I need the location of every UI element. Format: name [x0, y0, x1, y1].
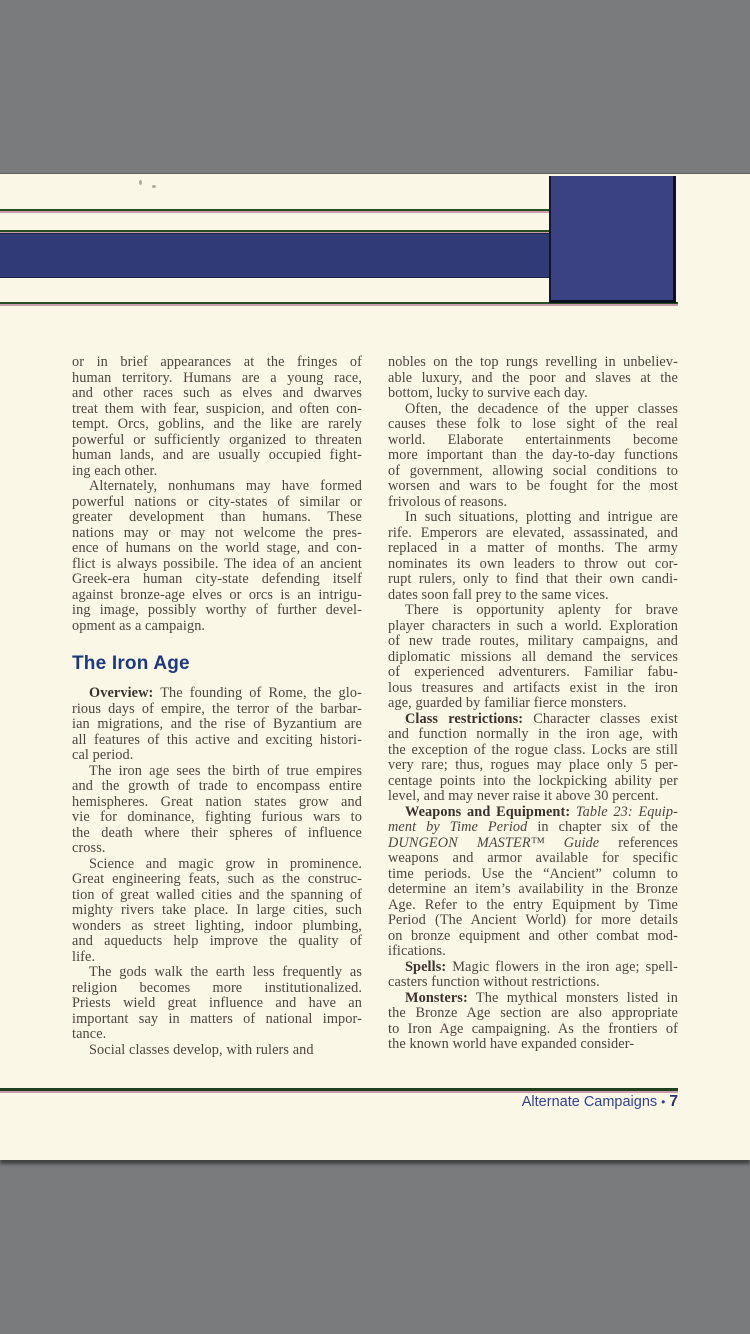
text-line: of experienced adventurers. Familiar fabu-	[388, 664, 678, 680]
paragraph	[388, 805, 678, 960]
text-line: Period (The Ancient World) for more details	[388, 912, 678, 928]
text-line: In such situations, plotting and intrigue are	[405, 509, 678, 525]
text-line: and other races such as elves and dwarves	[72, 385, 362, 401]
text-line: mighty rivers take place. In large cities, such	[72, 902, 362, 918]
text-line: treat them with fear, suspicion, and often con-	[72, 400, 362, 417]
paragraph	[72, 686, 362, 764]
paragraph	[388, 960, 678, 991]
text-line: Class restrictions: Character classes exist	[405, 710, 678, 727]
text-line: to Iron Age campaigning. As the frontiers of	[388, 1020, 678, 1037]
page-footer	[522, 1093, 678, 1111]
text-line: frivolous of reasons.	[388, 493, 508, 510]
text-line: Priests wield great influence and have an	[72, 995, 362, 1011]
text-line: nobles on the top rungs revelling in unbeliev-	[388, 354, 678, 370]
paragraph	[388, 402, 678, 511]
text-line: Often, the decadence of the upper classes	[405, 400, 678, 417]
text-line: The gods walk the earth less frequently as	[89, 964, 362, 980]
paragraph	[388, 712, 678, 805]
footer-section-label: Alternate Campaigns	[521, 1094, 658, 1110]
text-line: ence of humans on the world stage, and con-	[72, 540, 362, 556]
text-line: ing image, possibly worthy of further devel-	[72, 602, 362, 618]
text-line: religion becomes more institutionalized.	[72, 979, 362, 996]
text-line: the Bronze Age section are also appropriate	[388, 1005, 678, 1021]
text-line: greater development than humans. These	[72, 509, 362, 525]
header-rule-top	[0, 209, 549, 211]
text-line: powerful nations or city-states of similar or	[72, 493, 362, 510]
paragraph	[388, 355, 678, 402]
text-line: and function normally in the iron age, with	[388, 726, 678, 742]
footer-rule	[0, 1088, 678, 1091]
text-line: opment as a campaign.	[72, 617, 206, 634]
paragraph	[388, 510, 678, 603]
text-line: ing each other.	[72, 462, 158, 479]
text-line: tance.	[72, 1026, 107, 1042]
text-line: Great engineering feats, such as the construc-	[72, 871, 362, 887]
text-line: determine an item’s availability in the Bronze	[388, 881, 678, 897]
text-column-right	[388, 355, 678, 1053]
text-line: human territory. Humans are a young race,	[72, 369, 362, 386]
text-line: flict is always possibile. The idea of an ancient	[72, 555, 362, 572]
text-line: level, and may never raise it above 30 percent.	[388, 788, 659, 804]
paragraph	[72, 857, 362, 966]
text-line: dates soon fall prey to the same vices.	[388, 586, 609, 603]
text-line: worsen and wars to be fought for the most	[388, 478, 678, 494]
text-line: Spells: Magic flowers in the iron age; spell-	[405, 958, 678, 975]
text-line: tempt. Orcs, goblins, and the like are rarely	[72, 416, 362, 432]
book-page	[0, 174, 750, 1160]
paragraph	[72, 965, 362, 1043]
text-line: tion of great walled cities and the spanning of	[72, 886, 362, 903]
text-line: nations may or may not welcome the pres-	[72, 524, 362, 541]
text-line: of government, allowing social conditions to	[388, 462, 678, 479]
text-column-left	[72, 355, 362, 1058]
text-line: player characters in such a world. Exploration	[388, 617, 678, 634]
text-line: hemispheres. Great nation states grow and	[72, 793, 362, 810]
text-line: nominates its own leaders to throw out cor-	[388, 555, 678, 572]
text-line: cal period.	[72, 747, 134, 763]
text-line: all features of this active and exciting histori-	[72, 731, 362, 748]
text-line: wonders as street lighting, indoor plumbing,	[72, 917, 362, 934]
text-line: and aqueducts help improve the quality of	[72, 933, 362, 949]
paragraph	[72, 764, 362, 857]
text-line: Science and magic grow in prominence.	[89, 855, 362, 872]
text-line: rupt rulers, only to find that their own candi-	[388, 571, 678, 587]
text-line: more important than the day-to-day functions	[388, 447, 678, 463]
text-line: ian migrations, and the rise of Byzantium are	[72, 716, 362, 732]
paragraph	[72, 355, 362, 479]
text-line: replaced in a matter of months. The army	[388, 540, 678, 556]
text-line: world. Elaborate entertainments become	[388, 431, 678, 448]
text-line: Weapons and Equipment: Table 23: Equip-	[405, 803, 678, 820]
text-line: cross.	[72, 840, 106, 856]
text-line: weapons and armor available for specific	[388, 850, 678, 866]
text-line: Greek-era human city-state defending itself	[72, 571, 362, 587]
header-blue-band	[0, 233, 549, 278]
text-line: age, guarded by familiar fierce monsters.	[388, 695, 627, 711]
text-line: Age. Refer to the entry Equipment by Time	[388, 896, 678, 913]
text-line: The iron age sees the birth of true empires	[89, 762, 362, 779]
text-line: bottom, lucky to survive each day.	[388, 385, 588, 401]
paragraph	[72, 479, 362, 634]
text-line: on bronze equipment and other combat mod-	[388, 927, 678, 944]
text-line: Social classes develop, with rulers and	[89, 1041, 314, 1058]
footer-page-number: 7	[669, 1093, 678, 1110]
paragraph	[388, 991, 678, 1053]
text-line: lous treasures and artifacts exist in the iron	[388, 679, 678, 696]
section-heading: The Iron Age	[72, 653, 190, 674]
text-line: DUNGEON MASTER™ Guide references	[388, 834, 678, 851]
header-rule-middle	[0, 230, 549, 232]
paragraph	[72, 1043, 362, 1059]
text-line: centage points into the lockpicking ability per	[388, 772, 678, 789]
text-line: life.	[72, 948, 96, 965]
text-line: vie for dominance, fighting furious wars to	[72, 809, 362, 825]
text-line: casters function without restrictions.	[388, 974, 600, 990]
text-line: There is opportunity aplenty for brave	[405, 602, 678, 618]
text-line: rife. Emperors are elevated, assassinated, and	[388, 524, 678, 541]
text-line: Monsters: The mythical monsters listed in	[405, 989, 678, 1006]
text-line: the exception of the rogue class. Locks are still	[388, 741, 678, 758]
text-line: human lands, and are usually occupied fight-	[72, 447, 362, 463]
text-line: and the growth of trade to encompass entire	[72, 778, 362, 794]
text-line: able luxury, and the poor and slaves at the	[388, 369, 678, 386]
paragraph	[388, 603, 678, 712]
footer-bullet: •	[661, 1095, 666, 1109]
scan-speck	[152, 185, 156, 188]
text-line: ment by Time Period in chapter six of the	[388, 819, 679, 835]
scan-speck	[139, 180, 142, 185]
text-line: time periods. Use the “Ancient” column to	[388, 865, 678, 882]
text-line: rious days of empire, the terror of the barbar-	[72, 700, 362, 717]
text-line: of new trade routes, military campaigns, and	[388, 633, 678, 649]
text-line: very rare; thus, rogues may place only 5 per-	[388, 757, 678, 773]
header-blue-square	[549, 176, 676, 303]
text-line: powerful or sufficiently organized to threaten	[72, 431, 362, 448]
text-line: causes these folk to lose sight of the real	[388, 416, 678, 432]
text-line: the death where their spheres of influence	[72, 824, 362, 841]
text-line: the known world have expanded consider-	[388, 1036, 635, 1052]
text-line: Overview: The founding of Rome, the glo-	[89, 685, 362, 701]
text-line: ifications.	[388, 943, 446, 959]
text-line: or in brief appearances at the fringes of	[72, 354, 362, 370]
text-line: against bronze-age elves or orcs is an intrigu-	[72, 586, 362, 603]
text-line: Alternately, nonhumans may have formed	[89, 478, 362, 494]
text-line: diplomatic missions all demand the services	[388, 648, 678, 665]
text-line: important say in matters of national impor-	[72, 1010, 362, 1027]
